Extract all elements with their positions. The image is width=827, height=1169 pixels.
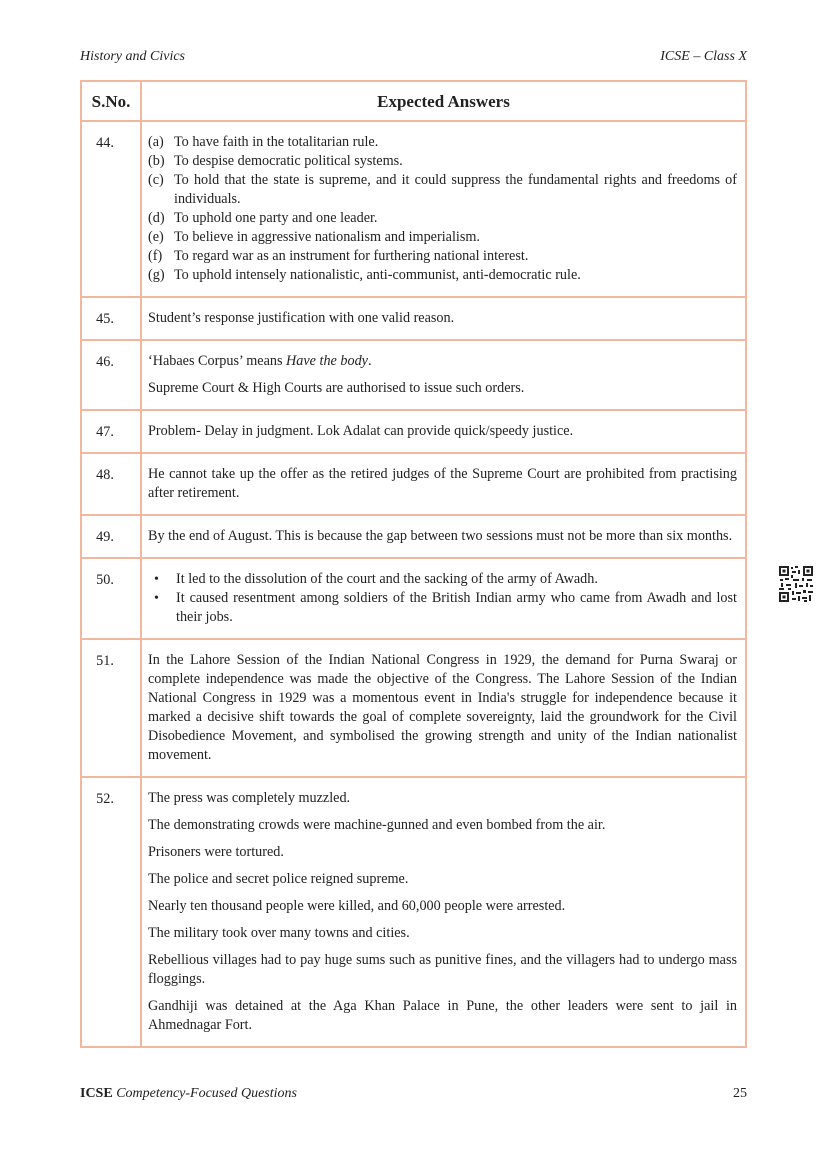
list-item (148, 247, 737, 266)
answer-paragraph: Rebellious villages had to pay huge sums such as punitive fines, and the villagers had to undergo mass floggings. (148, 952, 737, 987)
question-number: 52. (81, 777, 141, 1047)
answer-cell (141, 340, 746, 410)
item-text: To despise democratic political systems. (174, 153, 403, 169)
answer-cell: In the Lahore Session of the Indian National Congress in 1929, the demand for Purna Swaraj or complete independence was made the objective of the Congress. The Lahore Session of the Indian National Congress in 1929 was a momentous event in India's struggle for independence because it marked a decisive shift towards the goal of complete sovereignty, laid the groundwork for the Civil Disobedience Movement, and symbolised the growing strength and unity of the Indian nationalist movement. (141, 639, 746, 777)
question-number: 50. (81, 558, 141, 639)
item-label: (b) (148, 153, 165, 169)
item-text: To uphold intensely nationalistic, anti-communist, anti-democratic rule. (174, 267, 581, 283)
footer-board: ICSE (80, 1086, 113, 1101)
answer-paragraph: The press was completely muzzled. (148, 790, 351, 806)
table-header-row (81, 81, 746, 121)
bullet-icon: • (154, 572, 159, 587)
item-text: To uphold one party and one leader. (174, 210, 378, 226)
answer-cell: He cannot take up the offer as the retired judges of the Supreme Court are prohibited from practising after retirement. (141, 453, 746, 515)
answer-text: . (367, 353, 372, 369)
answers-table (80, 80, 747, 1048)
item-text: To believe in aggressive nationalism and imperialism. (174, 229, 480, 245)
answer-cell: Student’s response justification with one valid reason. (141, 297, 746, 340)
answer-cell: By the end of August. This is because the gap between two sessions must not be more than six months. (141, 515, 746, 558)
table-row (81, 453, 746, 515)
question-number: 47. (81, 410, 141, 453)
list-item (148, 152, 737, 171)
list-item (148, 171, 737, 209)
answer-cell: Problem- Delay in judgment. Lok Adalat can provide quick/speedy justice. (141, 410, 746, 453)
answer-paragraph: The demonstrating crowds were machine-gunned and even bombed from the air. (148, 817, 606, 833)
table-row (81, 340, 746, 410)
item-label: (g) (148, 267, 165, 283)
bullet-text: It caused resentment among soldiers of the British Indian army who came from Awadh and lost their jobs. (176, 590, 737, 625)
answer-paragraph: Prisoners were tortured. (148, 844, 284, 860)
question-number: 46. (81, 340, 141, 410)
answer-paragraph: Gandhiji was detained at the Aga Khan Palace in Pune, the other leaders were sent to jail in Ahmednagar Fort. (148, 998, 737, 1033)
answer-paragraph: Nearly ten thousand people were killed, and 60,000 people were arrested. (148, 898, 566, 914)
running-header-subject: History and Civics (80, 49, 185, 64)
column-header-answers: Expected Answers (141, 81, 746, 121)
item-text: To hold that the state is supreme, and it could suppress the fundamental rights and freedoms of individuals. (174, 172, 737, 207)
answer-emphasis: Have the body (286, 353, 368, 369)
list-item (148, 228, 737, 247)
answer-paragraph: Supreme Court & High Courts are authorised to issue such orders. (148, 380, 525, 396)
bullet-icon: • (154, 591, 159, 606)
table-row (81, 515, 746, 558)
list-item (148, 209, 737, 228)
answer-text: ‘Habaes Corpus’ means (148, 353, 287, 369)
table-row (81, 410, 746, 453)
answer-paragraph: The military took over many towns and cities. (148, 925, 410, 941)
qr-code-icon[interactable] (778, 565, 814, 603)
item-text: To regard war as an instrument for furthering national interest. (174, 248, 529, 264)
question-number: 45. (81, 297, 141, 340)
table-row (81, 639, 746, 777)
page-number: 25 (733, 1086, 747, 1101)
bullet-text: It led to the dissolution of the court and the sacking of the army of Awadh. (176, 571, 598, 587)
table-row (81, 121, 746, 297)
question-number: 49. (81, 515, 141, 558)
footer-book-title: Competency-Focused Questions (116, 1086, 297, 1101)
answer-cell (141, 121, 746, 297)
question-number: 44. (81, 121, 141, 297)
running-header-class: ICSE – Class X (660, 49, 747, 64)
item-label: (e) (148, 229, 164, 245)
table-row (81, 297, 746, 340)
bullet-item (148, 570, 737, 589)
answer-cell (141, 777, 746, 1047)
item-label: (a) (148, 134, 164, 150)
item-label: (f) (148, 248, 163, 264)
item-text: To have faith in the totalitarian rule. (174, 134, 379, 150)
column-header-sno: S.No. (81, 81, 141, 121)
list-item (148, 133, 737, 152)
item-label: (d) (148, 210, 165, 226)
answer-paragraph (148, 352, 737, 371)
table-row (81, 558, 746, 639)
footer-title (80, 1086, 297, 1102)
item-label: (c) (148, 172, 164, 188)
bullet-item (148, 589, 737, 627)
question-number: 51. (81, 639, 141, 777)
table-row (81, 777, 746, 1047)
answer-cell (141, 558, 746, 639)
answer-paragraph: The police and secret police reigned supreme. (148, 871, 409, 887)
question-number: 48. (81, 453, 141, 515)
list-item (148, 266, 737, 285)
